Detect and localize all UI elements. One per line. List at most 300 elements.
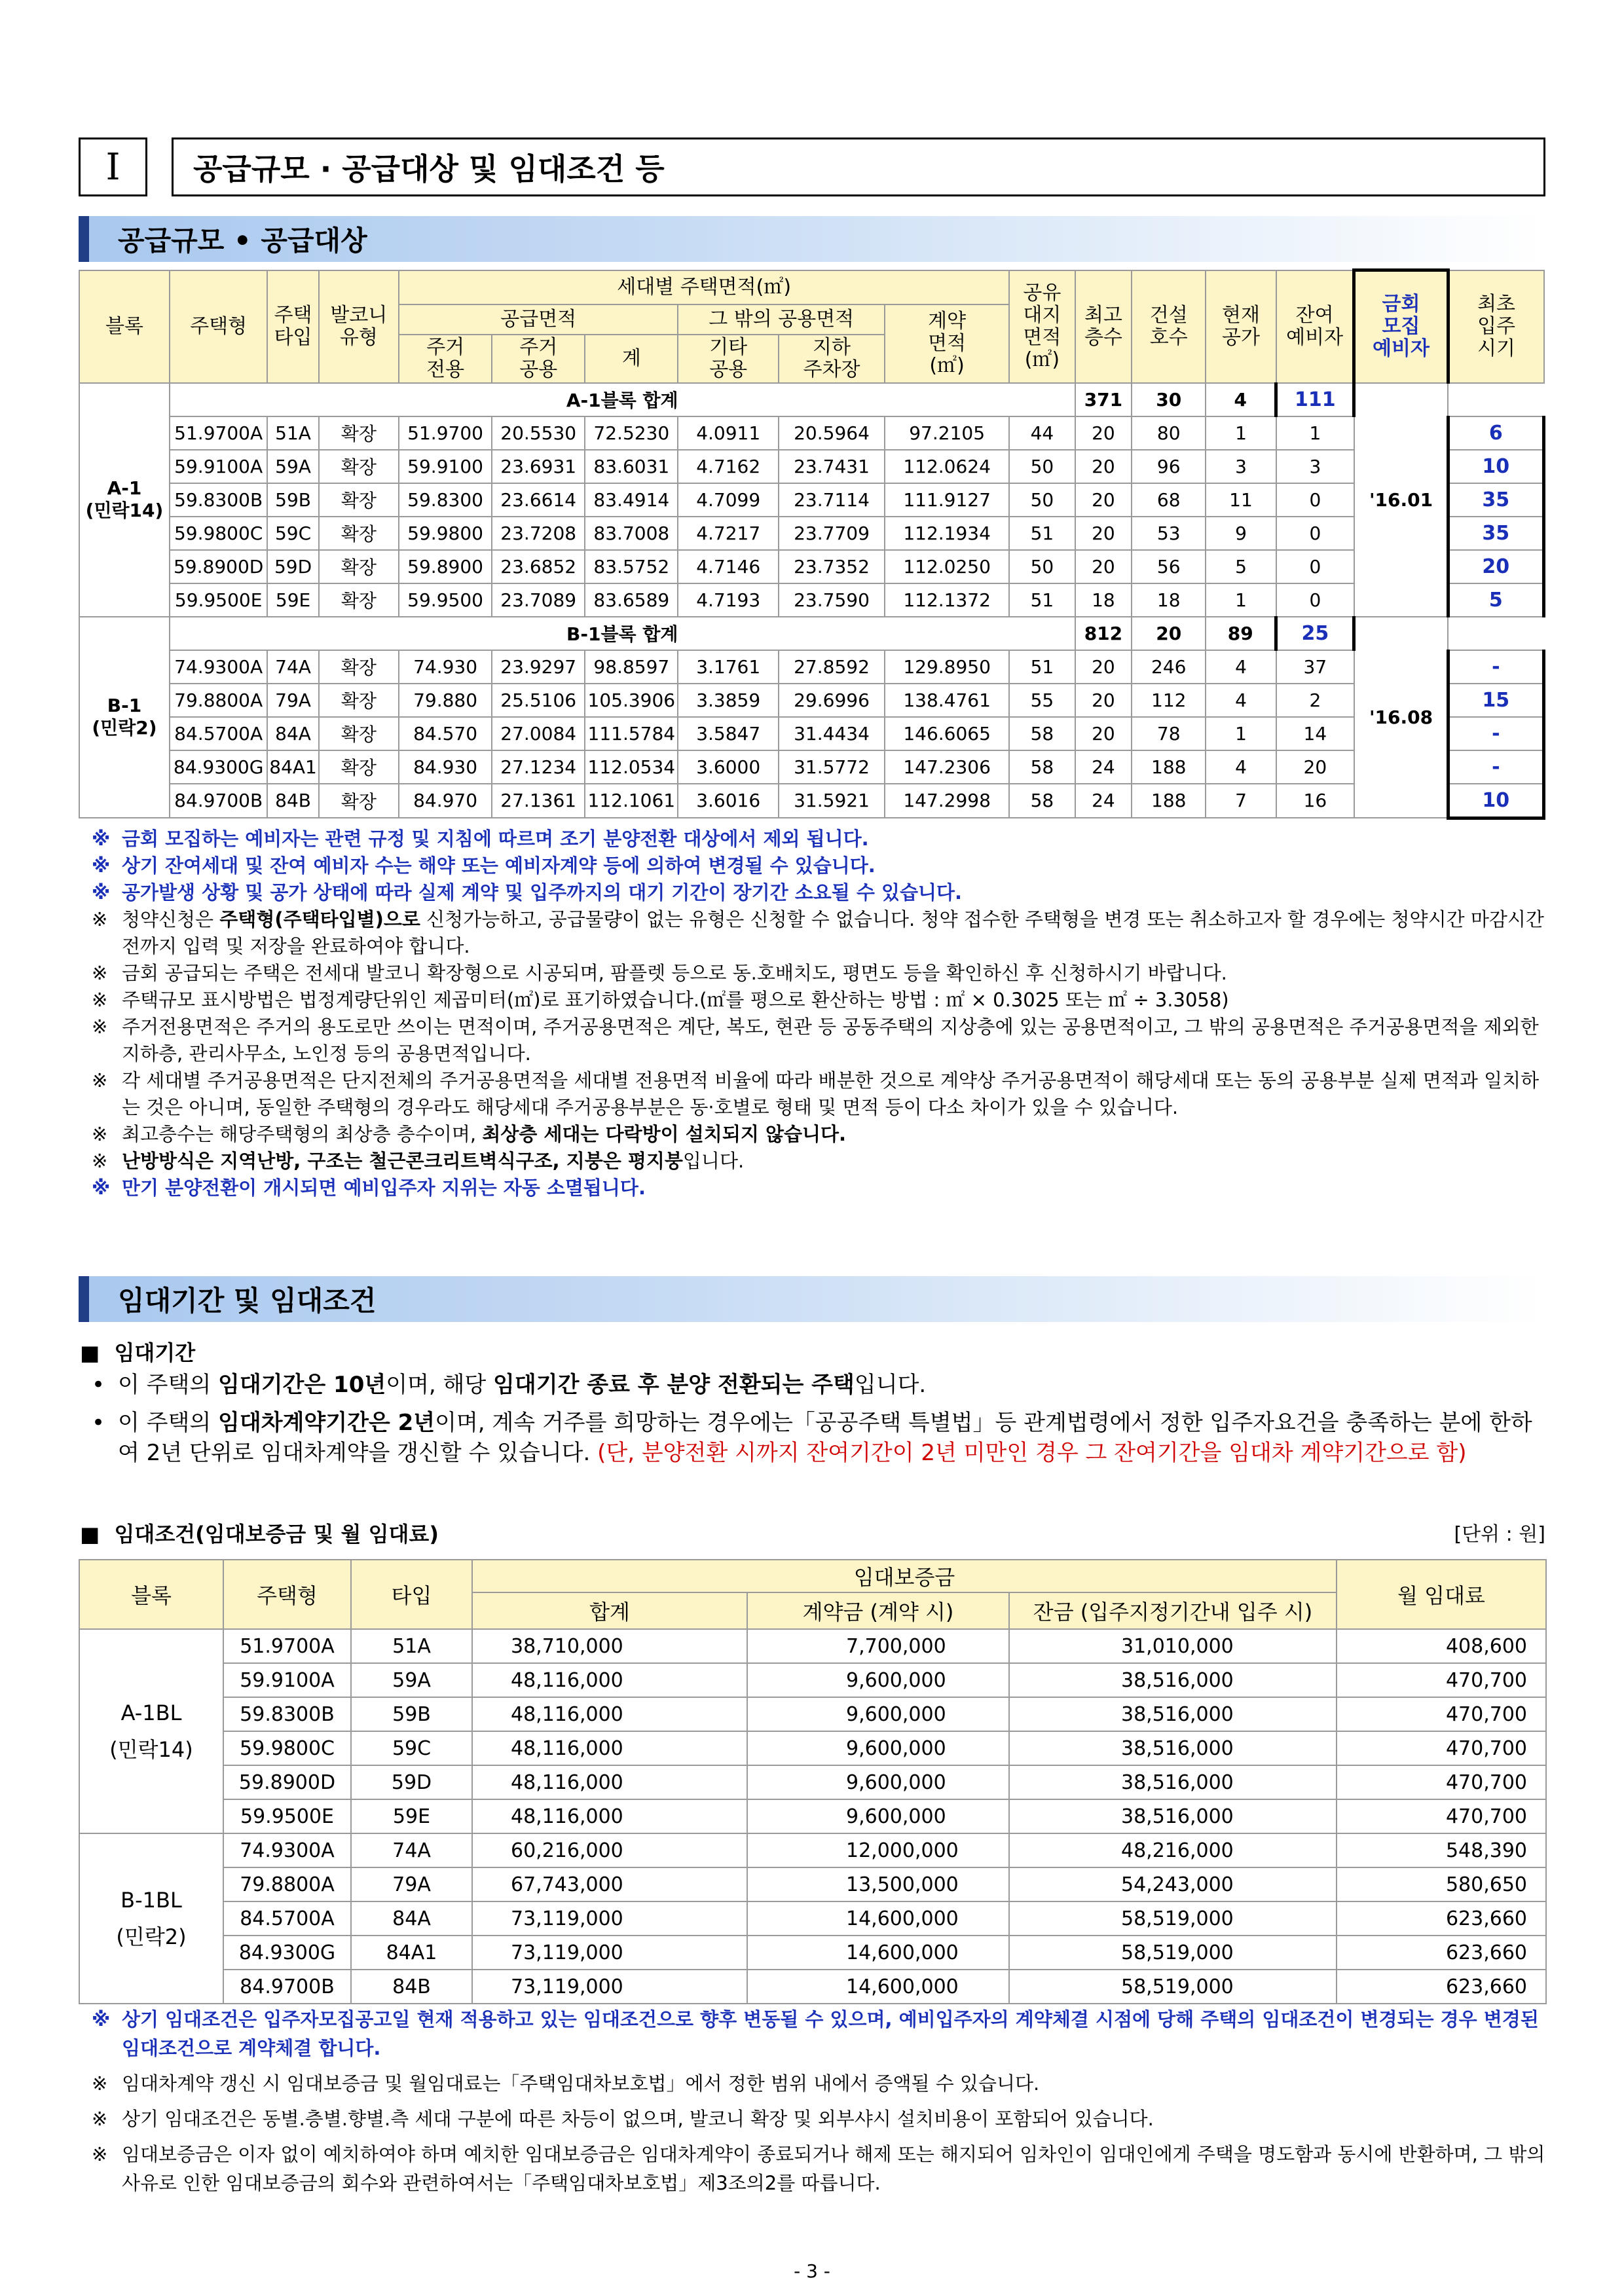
- table-row: [79, 583, 1544, 617]
- table-cell: 1: [1276, 416, 1354, 450]
- table-cell: 27.1361: [492, 784, 585, 818]
- note-item: [92, 2069, 1552, 2098]
- table-cell: 147.2998: [885, 784, 1009, 818]
- section-header-supply: [79, 216, 1545, 262]
- summary-row: [79, 617, 1544, 650]
- table-cell: 48,116,000: [472, 1697, 747, 1731]
- col-total: 합계: [472, 1592, 747, 1629]
- note-mark: ※: [92, 1123, 108, 1145]
- col-area-group: 세대별 주택면적(㎡): [399, 270, 1009, 304]
- table-cell: 59.8300: [399, 483, 492, 517]
- table-cell: 84.5700A: [223, 1901, 351, 1936]
- table-cell: 59.9800C: [223, 1731, 351, 1765]
- table-cell: 48,116,000: [472, 1799, 747, 1833]
- table-cell: 84.9300G: [170, 750, 267, 784]
- col-balance: 잔금 (입주지정기간내 입주 시): [1009, 1592, 1337, 1629]
- table-cell: 31,010,000: [1009, 1629, 1337, 1663]
- table-cell: 84A1: [351, 1936, 472, 1970]
- table-cell: 5: [1448, 583, 1543, 617]
- table-cell: 84.970: [399, 784, 492, 818]
- table-cell: 83.5752: [585, 550, 678, 583]
- table-row: [79, 1629, 1546, 1663]
- move-in-date: '16.08: [1354, 617, 1448, 818]
- table-cell: 14: [1276, 717, 1354, 750]
- table-cell: 58: [1009, 750, 1075, 784]
- col-common: 주거 공용: [492, 335, 585, 383]
- note-text-bold: 최상층 세대는 다락방이 설치되지 않습니다.: [482, 1123, 847, 1145]
- section-title: 임대기간 및 임대조건: [118, 1285, 377, 1317]
- rent-table: [79, 1559, 1547, 2004]
- table-cell: 98.8597: [585, 650, 678, 684]
- note-text-bold: 난방방식은 지역난방, 구조는 철근콘크리트벽식구조, 지붕은 평지붕: [122, 1150, 683, 1172]
- table-cell: 59.9100A: [223, 1663, 351, 1697]
- table-cell: 112.0534: [585, 750, 678, 784]
- table-row: [79, 1901, 1546, 1936]
- summary-label: B-1블록 합계: [170, 617, 1075, 650]
- table-cell: 38,516,000: [1009, 1663, 1337, 1697]
- table-cell: 408,600: [1337, 1629, 1546, 1663]
- table-cell: 0: [1276, 517, 1354, 550]
- block-name: A-1BL (민락14): [79, 1629, 223, 1833]
- table-cell: 51: [1009, 583, 1075, 617]
- table-cell: 4.7146: [678, 550, 779, 583]
- table-cell: 14,600,000: [747, 1901, 1009, 1936]
- table-cell: 73,119,000: [472, 1936, 747, 1970]
- table-cell: 확장: [319, 483, 399, 517]
- table-cell: 23.7352: [779, 550, 885, 583]
- table-cell: 4: [1206, 650, 1276, 684]
- summary-new: 25: [1276, 617, 1354, 650]
- note-text: 만기 분양전환이 개시되면 예비입주자 지위는 자동 소멸됩니다.: [122, 1177, 646, 1199]
- col-parking: 지하 주차장: [779, 335, 885, 383]
- table-cell: 23.6614: [492, 483, 585, 517]
- page-title: 공급규모 · 공급대상 및 임대조건 등: [172, 138, 1545, 196]
- col-house-type: 주택형: [170, 270, 267, 383]
- table-cell: 11: [1206, 483, 1276, 517]
- table-cell: 84B: [267, 784, 318, 818]
- col-land: 공유 대지 면적 (㎡): [1009, 270, 1075, 383]
- table-cell: 59.9100A: [170, 450, 267, 483]
- note-mark: ※: [92, 881, 111, 904]
- note-text: 금회 공급되는 주택은 전세대 발코니 확장형으로 시공되며, 팜플렛 등으로 동.호배치도, 평면도 등을 확인하신 후 신청하시기 바랍니다.: [122, 962, 1227, 984]
- table-cell: 623,660: [1337, 1936, 1546, 1970]
- note-item: [92, 1175, 1552, 1202]
- table-cell: 59E: [351, 1799, 472, 1833]
- table-cell: 246: [1132, 650, 1206, 684]
- summary-row: [79, 383, 1544, 416]
- table-cell: 18: [1075, 583, 1132, 617]
- table-row: [79, 717, 1544, 750]
- section-marker: [79, 1276, 89, 1322]
- table-cell: 58: [1009, 784, 1075, 818]
- table-cell: 23.6852: [492, 550, 585, 583]
- table-cell: 31.5772: [779, 750, 885, 784]
- note-mark: ※: [92, 1150, 108, 1172]
- note-text: 각 세대별 주거공용면적은 단지전체의 주거공용면적을 세대별 전용면적 비율에 따라 배분한 것으로 계약상 주거공용면적이 해당세대 또는 동의 공용부분 실제 면적과 일치하는 것은 아니며, 동일한 주택형의 경우라도 해당세대 주거공용부분은 동·호별로 형태 및 면적 등이 다소 차이가 있을 수 있습니다.: [122, 1069, 1540, 1118]
- table-cell: -: [1448, 750, 1543, 784]
- table-cell: 확장: [319, 784, 399, 818]
- summary-new: 111: [1276, 383, 1354, 416]
- table-cell: 111.5784: [585, 717, 678, 750]
- table-cell: 14,600,000: [747, 1970, 1009, 2004]
- table-cell: 20: [1075, 517, 1132, 550]
- table-row: [79, 1765, 1546, 1799]
- table-cell: 7: [1206, 784, 1276, 818]
- note-text: 상기 임대조건은 입주자모집공고일 현재 적용하고 있는 임대조건으로 향후 변동될 수 있으며, 예비입주자의 계약체결 시점에 당해 주택의 임대조건이 변경되는 경우 변경된 임대조건으로 계약체결 합니다.: [122, 2008, 1539, 2059]
- note-text: 임대보증금은 이자 없이 예치하여야 하며 예치한 임대보증금은 임대차계약이 종료되거나 해제 또는 해지되어 임차인이 임대인에게 주택을 명도함과 동시에 반환하며, 그 밖의 사유로 인한 임대보증금의 회수와 관련하여서는「주택임대차보호법」제3조의2를 따릅니다.: [122, 2143, 1545, 2194]
- note-item: [92, 2005, 1552, 2063]
- table-cell: 0: [1276, 583, 1354, 617]
- table-cell: 4.7099: [678, 483, 779, 517]
- table-cell: 112.0624: [885, 450, 1009, 483]
- table-cell: 79A: [351, 1867, 472, 1901]
- table-cell: 59C: [267, 517, 318, 550]
- table-cell: 6: [1448, 416, 1543, 450]
- table-cell: 23.7590: [779, 583, 885, 617]
- note-text: 주거전용면적은 주거의 용도로만 쓰이는 면적이며, 주거공용면적은 계단, 복도, 현관 등 공동주택의 지상층에 있는 공용면적이고, 그 밖의 공용면적은 주거공용면적을 제외한 지하층, 관리사무소, 노인정 등의 공용면적입니다.: [122, 1016, 1539, 1065]
- table-cell: 105.3906: [585, 684, 678, 717]
- table-cell: 73,119,000: [472, 1970, 747, 2004]
- text: 이며, 계속 거주를 희망하는 경우에는「공공주택 특별법」등 관계법령에서 정한 입주자요건을 충족하는 분에 한하여 2년 단위로 임대차계약을 갱신할 수 있습니다.: [118, 1410, 1532, 1466]
- table-cell: 12,000,000: [747, 1833, 1009, 1867]
- table-cell: 84.930: [399, 750, 492, 784]
- table-cell: 51A: [351, 1629, 472, 1663]
- block-name: A-1 (민락14): [79, 383, 170, 617]
- note-item: [92, 1014, 1552, 1067]
- table-cell: 470,700: [1337, 1731, 1546, 1765]
- note-text: 입니다.: [682, 1150, 745, 1172]
- col-block: 블록: [79, 270, 170, 383]
- table-cell: 23.7089: [492, 583, 585, 617]
- table-cell: 20: [1075, 483, 1132, 517]
- table-cell: 623,660: [1337, 1970, 1546, 2004]
- note-text: 임대차계약 갱신 시 임대보증금 및 월임대료는「주택임대차보호법」에서 정한 범위 내에서 증액될 수 있습니다.: [122, 2072, 1040, 2095]
- table-cell: 50: [1009, 550, 1075, 583]
- col-vacant: 현재 공가: [1206, 270, 1276, 383]
- note-mark: ※: [92, 2008, 111, 2030]
- table-cell: 112.1934: [885, 517, 1009, 550]
- table-cell: 74A: [267, 650, 318, 684]
- table-cell: 확장: [319, 550, 399, 583]
- table-cell: 58,519,000: [1009, 1901, 1337, 1936]
- table-row: [79, 684, 1544, 717]
- summary-reserve: 4: [1206, 383, 1276, 416]
- note-mark: ※: [92, 1016, 108, 1038]
- table-cell: 9,600,000: [747, 1765, 1009, 1799]
- supply-notes: [92, 826, 1552, 1202]
- table-cell: 20.5530: [492, 416, 585, 450]
- rental-period-paragraph-2: [92, 1408, 1552, 1468]
- table-cell: 74.9300A: [223, 1833, 351, 1867]
- table-cell: 74A: [351, 1833, 472, 1867]
- table-cell: 97.2105: [885, 416, 1009, 450]
- col-reserve: 잔여 예비자: [1276, 270, 1354, 383]
- section-marker: [79, 216, 89, 262]
- table-cell: 23.7709: [779, 517, 885, 550]
- table-cell: 112.1372: [885, 583, 1009, 617]
- text: 이 주택의: [118, 1410, 218, 1436]
- table-cell: 20: [1448, 550, 1543, 583]
- table-cell: 20: [1075, 650, 1132, 684]
- table-cell: 51: [1009, 650, 1075, 684]
- table-cell: 14,600,000: [747, 1936, 1009, 1970]
- col-house-type: 주택형: [223, 1560, 351, 1629]
- table-cell: 79.8800A: [170, 684, 267, 717]
- table-cell: 확장: [319, 750, 399, 784]
- table-cell: 58,519,000: [1009, 1936, 1337, 1970]
- table-row: [79, 1970, 1546, 2004]
- table-cell: 9,600,000: [747, 1731, 1009, 1765]
- table-cell: 84.570: [399, 717, 492, 750]
- table-cell: 48,116,000: [472, 1663, 747, 1697]
- table-cell: 23.9297: [492, 650, 585, 684]
- table-cell: -: [1448, 717, 1543, 750]
- table-cell: 188: [1132, 784, 1206, 818]
- table-cell: 23.7208: [492, 517, 585, 550]
- table-cell: 59A: [267, 450, 318, 483]
- table-cell: 73,119,000: [472, 1901, 747, 1936]
- rental-period-heading-text: 임대기간: [114, 1340, 196, 1365]
- table-cell: 580,650: [1337, 1867, 1546, 1901]
- rent-table-header: [79, 1560, 1546, 1629]
- table-cell: 67,743,000: [472, 1867, 747, 1901]
- table-cell: 72.5230: [585, 416, 678, 450]
- supply-table-header: [79, 270, 1544, 383]
- note-text: 최고층수는 해당주택형의 최상층 층수이며,: [122, 1123, 483, 1145]
- col-block: 블록: [79, 1560, 223, 1629]
- table-cell: 111.9127: [885, 483, 1009, 517]
- rent-notes: [92, 2005, 1552, 2204]
- note-mark: ※: [92, 1069, 108, 1092]
- table-cell: 20: [1075, 684, 1132, 717]
- table-cell: 3.3859: [678, 684, 779, 717]
- table-cell: 4: [1206, 750, 1276, 784]
- summary-label: A-1블록 합계: [170, 383, 1075, 416]
- note-text: 상기 잔여세대 및 잔여 예비자 수는 해약 또는 예비자계약 등에 의하여 변경될 수 있습니다.: [122, 854, 876, 877]
- table-cell: 84.9700B: [223, 1970, 351, 2004]
- table-cell: 129.8950: [885, 650, 1009, 684]
- bullet-dot: •: [92, 1410, 105, 1436]
- note-item: [92, 2104, 1552, 2133]
- table-cell: 84B: [351, 1970, 472, 2004]
- col-type: 타입: [351, 1560, 472, 1629]
- table-cell: 59.8300B: [170, 483, 267, 517]
- supply-table: [79, 268, 1545, 820]
- table-cell: 84.5700A: [170, 717, 267, 750]
- table-cell: 188: [1132, 750, 1206, 784]
- table-cell: 59D: [351, 1765, 472, 1799]
- table-cell: 25.5106: [492, 684, 585, 717]
- table-cell: 59C: [351, 1731, 472, 1765]
- col-supply-area: 공급면적: [399, 304, 678, 335]
- note-item: [92, 1121, 1552, 1148]
- table-cell: 83.7008: [585, 517, 678, 550]
- table-cell: 20: [1075, 416, 1132, 450]
- table-cell: 68: [1132, 483, 1206, 517]
- col-max-floor: 최고 층수: [1075, 270, 1132, 383]
- table-row: [79, 550, 1544, 583]
- note-text: 공가발생 상황 및 공가 상태에 따라 실제 계약 및 입주까지의 대기 기간이 장기간 소요될 수 있습니다.: [122, 881, 963, 904]
- table-cell: 10: [1448, 450, 1543, 483]
- table-cell: 13,500,000: [747, 1867, 1009, 1901]
- note-text: 신청가능하고, 공급물량이 없는 유형은 신청할 수 없습니다. 청약 접수한 주택형을 변경 또는 취소하고자 할 경우에는 청약시간 마감시간 전까지 입력 및 저장을 완료하여야 합니다.: [122, 908, 1544, 957]
- note-item: [92, 987, 1552, 1014]
- table-row: [79, 517, 1544, 550]
- note-item: [92, 960, 1552, 987]
- note-item: [92, 2140, 1552, 2197]
- table-cell: 59.9500E: [170, 583, 267, 617]
- table-cell: 112: [1132, 684, 1206, 717]
- table-cell: 9,600,000: [747, 1663, 1009, 1697]
- table-cell: 35: [1448, 517, 1543, 550]
- rent-conditions-heading: ■ 임대조건(임대보증금 및 월 임대료): [80, 1522, 439, 1547]
- table-cell: 38,516,000: [1009, 1799, 1337, 1833]
- table-cell: 78: [1132, 717, 1206, 750]
- table-row: [79, 483, 1544, 517]
- section-title: 공급규모 • 공급대상: [118, 225, 367, 257]
- note-mark: ※: [92, 989, 108, 1011]
- table-cell: 59B: [351, 1697, 472, 1731]
- table-cell: 112.1061: [585, 784, 678, 818]
- rental-period-text: [92, 1370, 1552, 1468]
- table-cell: 44: [1009, 416, 1075, 450]
- table-row: [79, 450, 1544, 483]
- table-cell: 59A: [351, 1663, 472, 1697]
- col-deposit: 임대보증금: [472, 1560, 1337, 1592]
- table-cell: 3.1761: [678, 650, 779, 684]
- table-cell: 0: [1276, 483, 1354, 517]
- block-name: B-1BL (민락2): [79, 1833, 223, 2004]
- note-mark: ※: [92, 854, 111, 877]
- table-cell: 10: [1448, 784, 1543, 818]
- col-etc-common: 기타 공용: [678, 335, 779, 383]
- table-cell: 38,710,000: [472, 1629, 747, 1663]
- summary-vacant: 30: [1132, 383, 1206, 416]
- table-cell: 51.9700A: [170, 416, 267, 450]
- note-item: [92, 879, 1552, 906]
- move-in-date: '16.01: [1354, 383, 1448, 617]
- table-cell: 확장: [319, 684, 399, 717]
- table-cell: 51: [1009, 517, 1075, 550]
- table-cell: 59.8300B: [223, 1697, 351, 1731]
- table-cell: 79A: [267, 684, 318, 717]
- block-name: B-1 (민락2): [79, 617, 170, 818]
- table-cell: 38,516,000: [1009, 1765, 1337, 1799]
- table-cell: 9: [1206, 517, 1276, 550]
- text-bold: 임대차계약기간은 2년: [218, 1410, 435, 1436]
- table-cell: 4.7193: [678, 583, 779, 617]
- note-mark: ※: [92, 1177, 111, 1199]
- table-cell: 31.5921: [779, 784, 885, 818]
- col-sum: 계: [585, 335, 678, 383]
- table-cell: 74.9300A: [170, 650, 267, 684]
- table-row: [79, 1799, 1546, 1833]
- note-item: [92, 1067, 1552, 1121]
- table-cell: 58,519,000: [1009, 1970, 1337, 2004]
- table-cell: 18: [1132, 583, 1206, 617]
- table-row: [79, 650, 1544, 684]
- table-cell: 59.8900D: [170, 550, 267, 583]
- table-cell: 35: [1448, 483, 1543, 517]
- summary-reserve: 89: [1206, 617, 1276, 650]
- table-cell: 48,116,000: [472, 1731, 747, 1765]
- note-item: [92, 906, 1552, 960]
- chapter-number: Ⅰ: [79, 138, 147, 196]
- table-cell: 20: [1276, 750, 1354, 784]
- table-cell: 23.6931: [492, 450, 585, 483]
- table-cell: 9,600,000: [747, 1697, 1009, 1731]
- table-cell: 147.2306: [885, 750, 1009, 784]
- col-contract-area: 계약 면적 (㎡): [885, 304, 1009, 383]
- table-cell: 1: [1206, 583, 1276, 617]
- table-cell: -: [1448, 650, 1543, 684]
- table-cell: 27.8592: [779, 650, 885, 684]
- text-red: (단, 분양전환 시까지 잔여기간이 2년 미만인 경우 그 잔여기간을 임대차 계약기간으로 함): [597, 1440, 1467, 1466]
- table-cell: 2: [1276, 684, 1354, 717]
- table-cell: 548,390: [1337, 1833, 1546, 1867]
- table-row: [79, 1697, 1546, 1731]
- table-cell: 확장: [319, 416, 399, 450]
- table-cell: 1: [1206, 416, 1276, 450]
- summary-built: 371: [1075, 383, 1132, 416]
- table-cell: 3: [1276, 450, 1354, 483]
- rent-conditions-heading-text: 임대조건(임대보증금 및 월 임대료): [114, 1522, 439, 1547]
- table-cell: 15: [1448, 684, 1543, 717]
- table-cell: 84A: [267, 717, 318, 750]
- table-cell: 16: [1276, 784, 1354, 818]
- table-row: [79, 784, 1544, 818]
- table-cell: 24: [1075, 750, 1132, 784]
- table-cell: 3.5847: [678, 717, 779, 750]
- note-text: 청약신청은: [122, 908, 220, 930]
- table-cell: 20: [1075, 450, 1132, 483]
- note-item: [92, 853, 1552, 879]
- rent-table-body: [79, 1629, 1546, 2004]
- summary-vacant: 20: [1132, 617, 1206, 650]
- table-cell: 확장: [319, 650, 399, 684]
- table-cell: 31.4434: [779, 717, 885, 750]
- table-cell: 51.9700: [399, 416, 492, 450]
- table-cell: 59.9100: [399, 450, 492, 483]
- table-cell: 4.7162: [678, 450, 779, 483]
- table-cell: 74.930: [399, 650, 492, 684]
- table-cell: 4.7217: [678, 517, 779, 550]
- rental-period-paragraph-1: [92, 1370, 1552, 1400]
- table-cell: 20: [1075, 717, 1132, 750]
- table-cell: 3.6000: [678, 750, 779, 784]
- text: 입니다.: [854, 1372, 927, 1398]
- table-cell: 24: [1075, 784, 1132, 818]
- note-item: [92, 826, 1552, 853]
- table-cell: 확장: [319, 717, 399, 750]
- table-cell: 80: [1132, 416, 1206, 450]
- table-cell: 확장: [319, 450, 399, 483]
- table-cell: 50: [1009, 450, 1075, 483]
- table-cell: 84.9300G: [223, 1936, 351, 1970]
- table-cell: 20: [1075, 550, 1132, 583]
- col-move-in: 최초 입주 시기: [1448, 270, 1543, 383]
- table-cell: 38,516,000: [1009, 1697, 1337, 1731]
- table-cell: 48,216,000: [1009, 1833, 1337, 1867]
- bullet-dot: •: [92, 1372, 105, 1398]
- table-cell: 4.0911: [678, 416, 779, 450]
- table-cell: 59.8900D: [223, 1765, 351, 1799]
- table-cell: 59.9500E: [223, 1799, 351, 1833]
- table-cell: 96: [1132, 450, 1206, 483]
- table-cell: 470,700: [1337, 1663, 1546, 1697]
- unit-label: [단위 : 원]: [1454, 1523, 1545, 1546]
- table-cell: 84A1: [267, 750, 318, 784]
